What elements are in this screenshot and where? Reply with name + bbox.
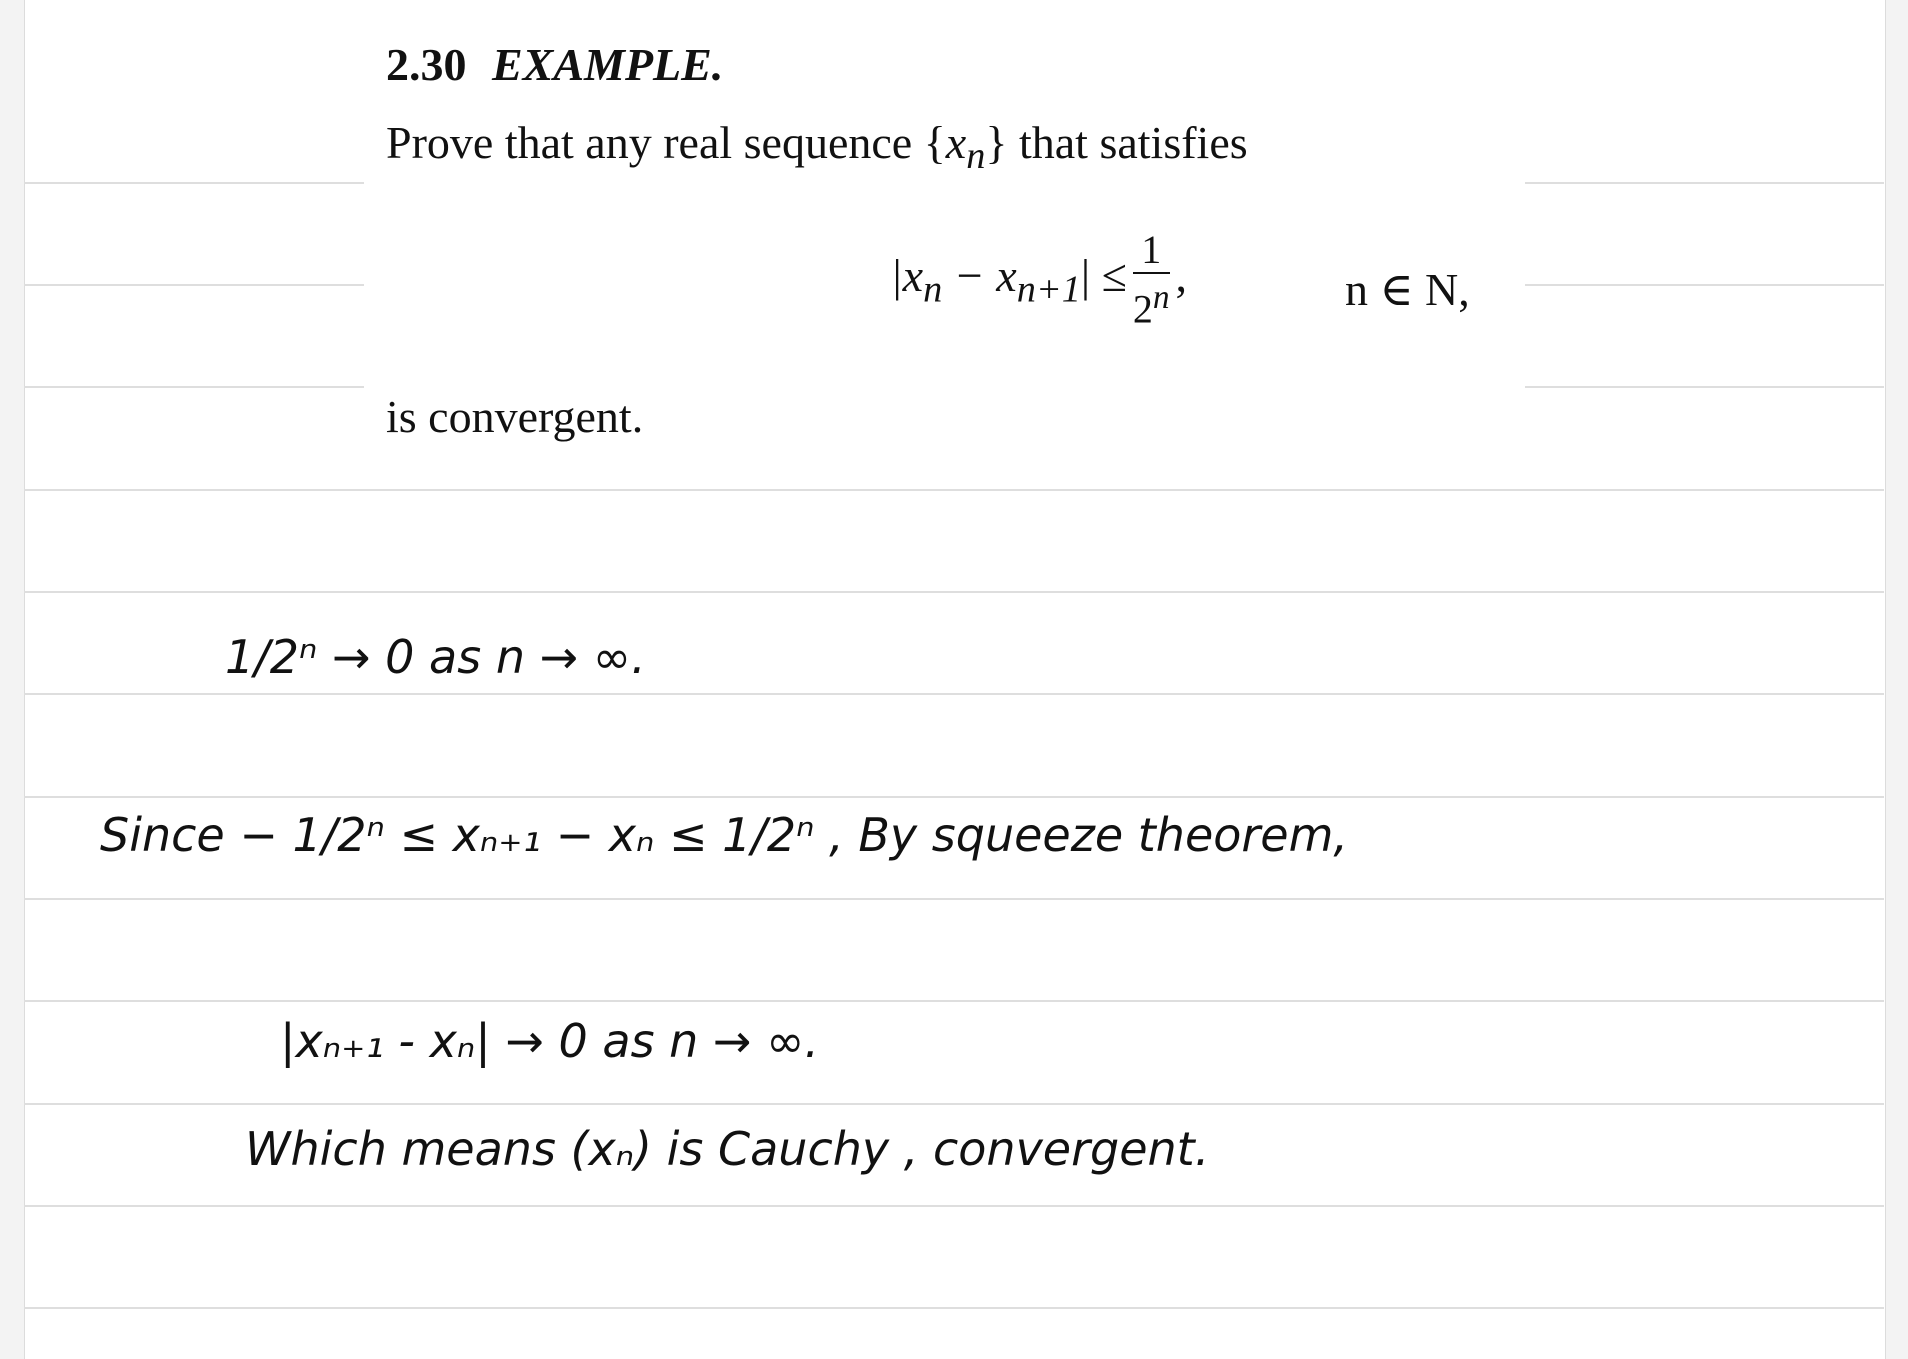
formula-domain: n ∈ N, xyxy=(1345,264,1470,315)
ruled-line xyxy=(24,1205,1884,1207)
handwritten-line-1: 1/2ⁿ → 0 as n → ∞. xyxy=(225,630,646,684)
ruled-line xyxy=(1525,284,1884,286)
ruled-line xyxy=(24,284,364,286)
fraction-numerator: 1 xyxy=(1133,228,1170,274)
fraction-exponent: n xyxy=(1152,279,1170,316)
formula-mid-subscript: n+1 xyxy=(1016,268,1081,311)
example-number: 2.30 xyxy=(386,39,467,90)
handwritten-line-3: |xₙ₊₁ - xₙ| → 0 as n → ∞. xyxy=(280,1014,820,1068)
formula-mid: − x xyxy=(942,250,1017,302)
handwritten-line-2: Since − 1/2ⁿ ≤ xₙ₊₁ − xₙ ≤ 1/2ⁿ , By squeeze theorem, xyxy=(100,808,1349,862)
ruled-line xyxy=(24,1307,1884,1309)
ruled-line xyxy=(24,898,1884,900)
statement-subscript: n xyxy=(966,135,986,178)
ruled-line xyxy=(24,386,364,388)
statement-text-end: } that satisfies xyxy=(985,117,1248,168)
ruled-line xyxy=(24,182,364,184)
formula-rhs: | ≤ xyxy=(1080,250,1127,302)
handwritten-line-4: Which means (xₙ) is Cauchy , convergent. xyxy=(245,1122,1210,1176)
fraction-base: 2 xyxy=(1132,286,1153,332)
ruled-line xyxy=(24,796,1884,798)
ruled-line xyxy=(24,489,1884,491)
inequality-formula xyxy=(890,228,1187,333)
fraction xyxy=(1133,228,1170,333)
ruled-line xyxy=(24,1000,1884,1002)
ruled-line xyxy=(1525,182,1884,184)
ruled-line xyxy=(24,693,1884,695)
fraction-denominator xyxy=(1133,274,1170,333)
ruled-line xyxy=(1525,386,1884,388)
example-statement xyxy=(386,116,1248,178)
ruled-line xyxy=(24,591,1884,593)
statement-text: Prove that any real sequence { xyxy=(386,117,946,168)
ruled-line xyxy=(24,1103,1884,1105)
formula-lhs: |x xyxy=(890,250,924,302)
formula-comma: , xyxy=(1175,250,1188,302)
statement-variable: x xyxy=(945,117,967,168)
example-conclusion: is convergent. xyxy=(386,391,644,442)
example-title: EXAMPLE. xyxy=(492,39,724,90)
formula-lhs-subscript: n xyxy=(923,268,943,311)
